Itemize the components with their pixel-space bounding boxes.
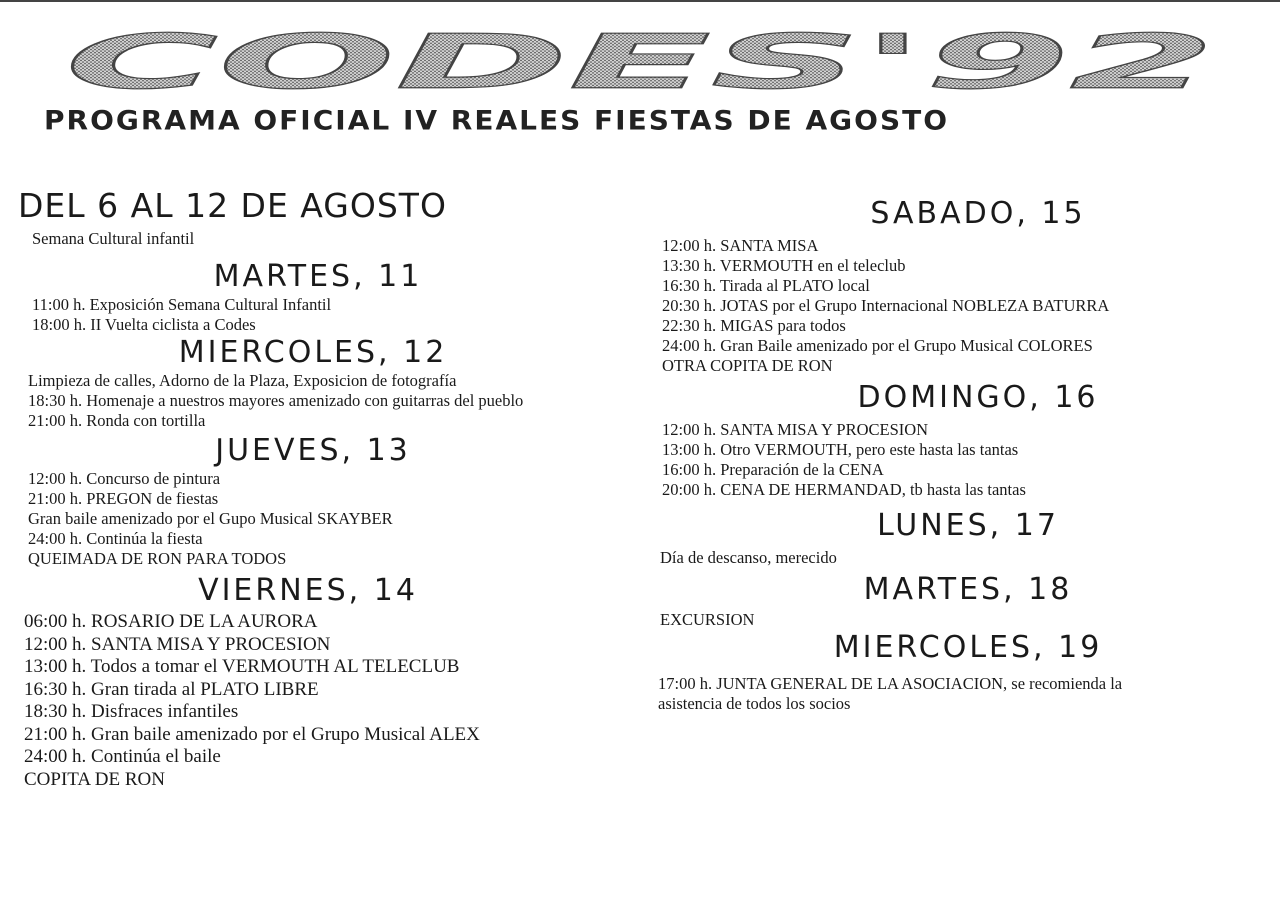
list-item: Limpieza de calles, Adorno de la Plaza, Exposicion de fotografía bbox=[28, 371, 457, 390]
list-item: 12:00 h. Concurso de pintura bbox=[28, 469, 221, 488]
list-item: Semana Cultural infantil bbox=[32, 229, 195, 248]
day-heading: SABADO, 15 bbox=[870, 196, 1086, 231]
list-item: 06:00 h. ROSARIO DE LA AURORA bbox=[24, 611, 318, 632]
day-lines bbox=[28, 469, 638, 569]
day-block-lunes-17 bbox=[658, 508, 1258, 568]
list-item: 12:00 h. SANTA MISA bbox=[662, 236, 819, 255]
list-item: 12:00 h. SANTA MISA Y PROCESION bbox=[662, 420, 929, 439]
day-block-miercoles-12 bbox=[18, 335, 638, 431]
main-title-text: CODES'92 bbox=[65, 19, 1215, 107]
list-item: EXCURSION bbox=[660, 610, 755, 629]
list-item: 20:00 h. CENA DE HERMANDAD, tb hasta las tantas bbox=[662, 480, 1026, 499]
day-block-jueves-13 bbox=[18, 433, 638, 569]
day-lines bbox=[660, 610, 1258, 630]
list-item: 24:00 h. Continúa el baile bbox=[24, 746, 221, 767]
left-column bbox=[18, 186, 638, 791]
list-item: 16:30 h. Tirada al PLATO local bbox=[662, 276, 870, 295]
day-lines bbox=[658, 674, 1258, 714]
day-heading: JUEVES, 13 bbox=[215, 433, 411, 468]
main-title-graphic bbox=[40, 6, 1240, 116]
list-item: 11:00 h. Exposición Semana Cultural Infantil bbox=[32, 295, 332, 314]
list-item: QUEIMADA DE RON PARA TODOS bbox=[28, 549, 287, 568]
day-heading: MARTES, 11 bbox=[213, 259, 423, 294]
day-heading: MIERCOLES, 12 bbox=[178, 335, 448, 370]
subtitle: PROGRAMA OFICIAL IV REALES FIESTAS DE AGOSTO bbox=[44, 104, 950, 137]
right-column bbox=[658, 196, 1258, 714]
list-item: 20:30 h. JOTAS por el Grupo Internacional NOBLEZA BATURRA bbox=[662, 296, 1110, 315]
list-item: 24:00 h. Continúa la fiesta bbox=[28, 529, 203, 548]
list-item: 13:00 h. Otro VERMOUTH, pero este hasta las tantas bbox=[662, 440, 1019, 459]
list-item: 21:00 h. Gran baile amenizado por el Grupo Musical ALEX bbox=[24, 723, 480, 745]
day-heading: MARTES, 18 bbox=[863, 572, 1073, 607]
day-block-miercoles-19 bbox=[658, 630, 1258, 714]
list-item: 16:30 h. Gran tirada al PLATO LIBRE bbox=[24, 678, 319, 700]
list-item: Día de descanso, merecido bbox=[660, 548, 837, 567]
list-item: 18:00 h. II Vuelta ciclista a Codes bbox=[32, 315, 256, 334]
day-block-viernes-14 bbox=[18, 573, 638, 791]
list-item: asistencia de todos los socios bbox=[658, 694, 851, 713]
day-lines bbox=[24, 611, 638, 791]
day-lines bbox=[32, 295, 638, 335]
day-lines bbox=[662, 236, 1258, 376]
day-lines bbox=[660, 548, 1258, 568]
list-item: 21:00 h. Ronda con tortilla bbox=[28, 411, 206, 430]
list-item: OTRA COPITA DE RON bbox=[662, 356, 833, 375]
day-block-martes-11 bbox=[18, 259, 638, 335]
list-item: 18:30 h. Homenaje a nuestros mayores amenizado con guitarras del pueblo bbox=[28, 391, 524, 410]
list-item: 18:30 h. Disfraces infantiles bbox=[24, 701, 239, 722]
day-block-martes-18 bbox=[658, 572, 1258, 630]
range-heading: DEL 6 AL 12 DE AGOSTO bbox=[18, 186, 447, 225]
list-item: 12:00 h. SANTA MISA Y PROCESION bbox=[24, 633, 331, 655]
list-item: 13:30 h. VERMOUTH en el teleclub bbox=[662, 256, 906, 275]
list-item: 22:30 h. MIGAS para todos bbox=[662, 316, 846, 335]
main-title bbox=[40, 6, 1240, 116]
range-lines bbox=[32, 229, 638, 249]
day-block-domingo-16 bbox=[658, 380, 1258, 500]
top-border-line bbox=[0, 0, 1280, 2]
list-item: 21:00 h. PREGON de fiestas bbox=[28, 489, 219, 508]
list-item: 17:00 h. JUNTA GENERAL DE LA ASOCIACION, se recomienda la bbox=[658, 674, 1123, 693]
list-item: 13:00 h. Todos a tomar el VERMOUTH AL TELECLUB bbox=[24, 656, 460, 677]
day-lines bbox=[28, 371, 638, 431]
day-heading: LUNES, 17 bbox=[877, 508, 1059, 543]
day-lines bbox=[662, 420, 1258, 500]
day-block-sabado-15 bbox=[658, 196, 1258, 376]
list-item: 24:00 h. Gran Baile amenizado por el Grupo Musical COLORES bbox=[662, 336, 1093, 355]
list-item: Gran baile amenizado por el Gupo Musical SKAYBER bbox=[28, 509, 393, 528]
day-heading: MIERCOLES, 19 bbox=[833, 630, 1103, 665]
day-heading: VIERNES, 14 bbox=[198, 573, 418, 608]
list-item: 16:00 h. Preparación de la CENA bbox=[662, 460, 884, 479]
list-item: COPITA DE RON bbox=[24, 768, 165, 790]
day-heading: DOMINGO, 16 bbox=[857, 380, 1099, 415]
